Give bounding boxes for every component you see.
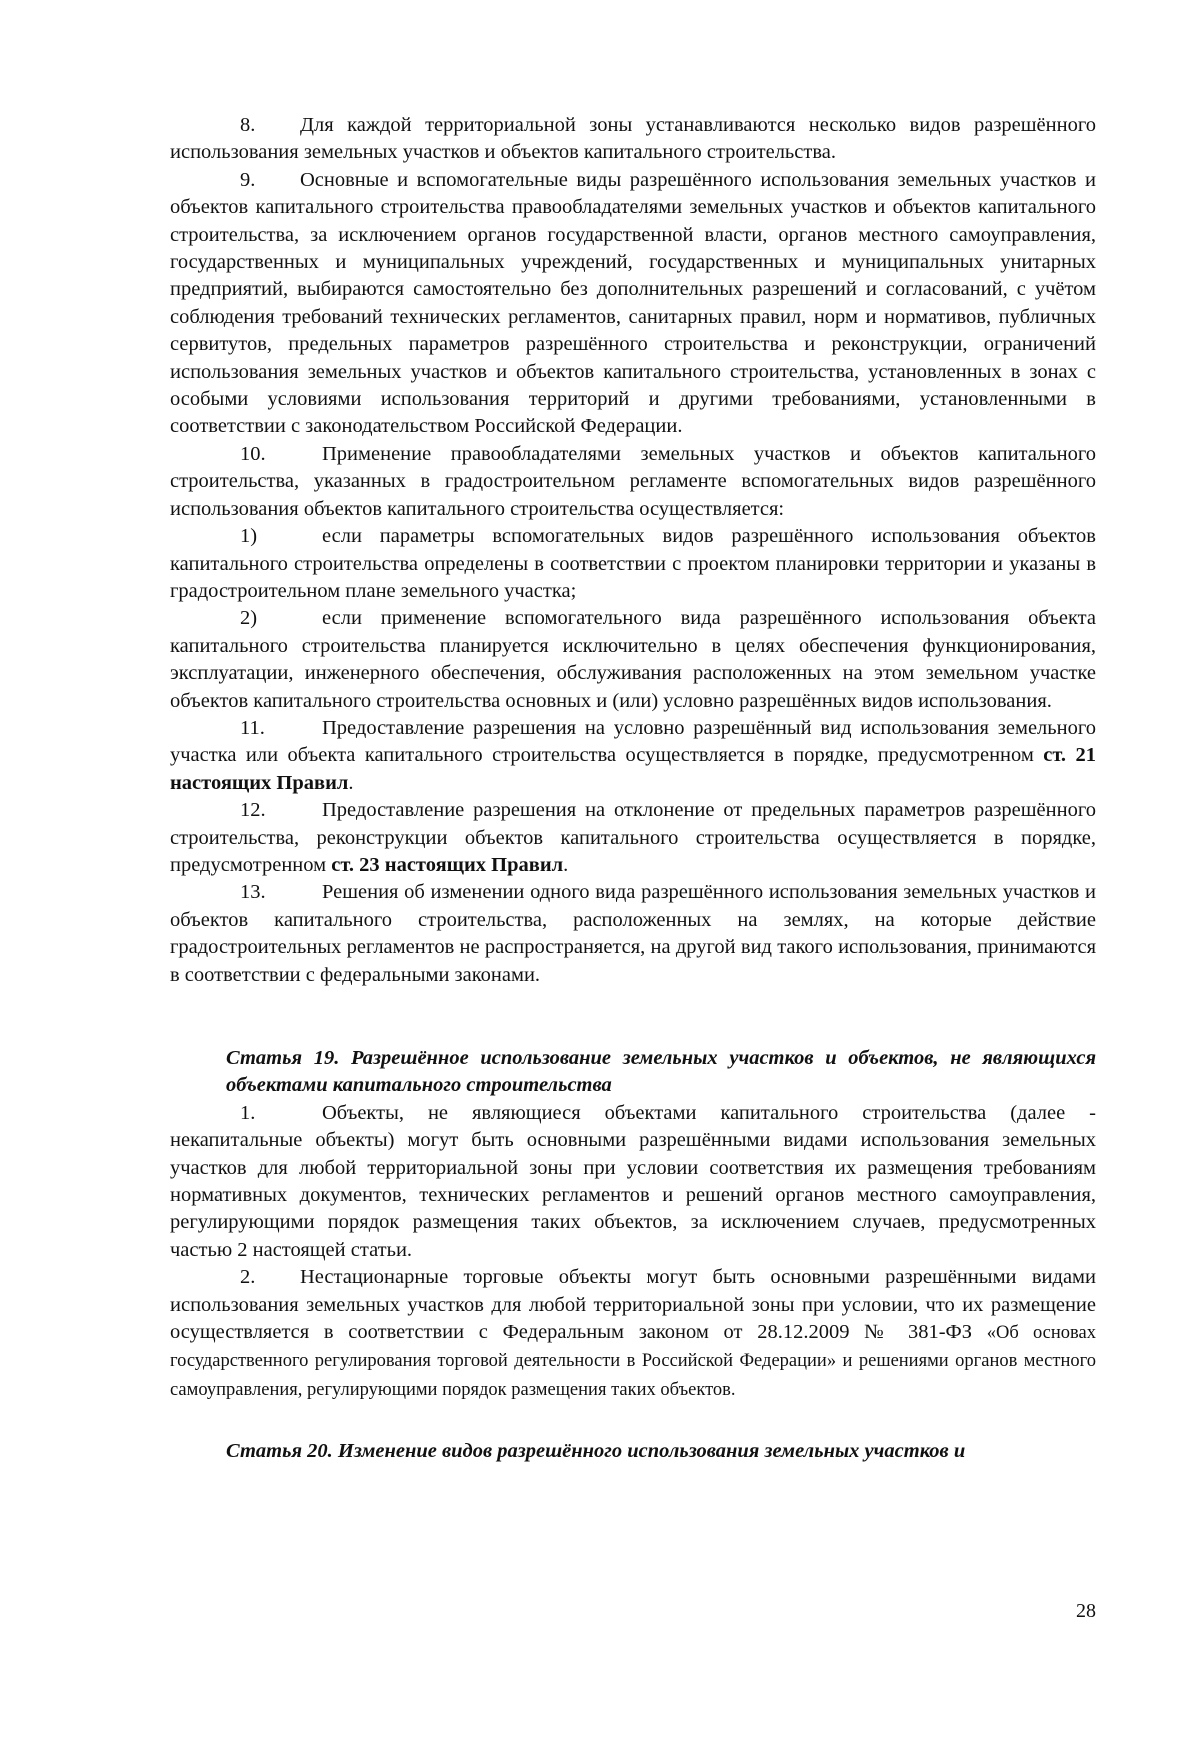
list-item-1 — [170, 523, 1096, 605]
article-19-paragraph-1 — [170, 1100, 1096, 1264]
paragraph-12 — [170, 797, 1096, 879]
list-marker: 2) — [240, 607, 258, 630]
paragraph-end: . — [563, 853, 569, 876]
list-item-2 — [170, 605, 1096, 715]
article-19-heading: Статья 19. Разрешённое использование земельных участков и объектов, не являющихся объектами капитального строительства — [226, 1047, 1096, 1097]
paragraph-number: 9. — [240, 168, 256, 191]
paragraph-number: 13. — [240, 881, 266, 904]
document-page — [170, 112, 1096, 1466]
paragraph-text: Нестационарные торговые объекты могут быть основными разрешёнными видами использования земельных участков для любой территориальной зоны при условии, что их размещение осуществляется в соответствии с Федеральным законом от 28.12.2009 № 381-ФЗ — [170, 1266, 1096, 1344]
article-19-paragraph-2 — [170, 1264, 1096, 1404]
paragraph-number: 11. — [240, 716, 265, 739]
paragraph-end: . — [348, 771, 354, 794]
paragraph-text: Основные и вспомогательные виды разрешённого использования земельных участков и объектов капитального строительства правообладателями земельных участков и объектов капитального строительства, за исключением органов государственной власти, органов местного самоуправления, государственных и муниципальных учреждений, государственных и муниципальных унитарных предприятий, выбираются самостоятельно без дополнительных разрешений и согласований, с учётом соблюдения требований технических регламентов, санитарных правил, норм и нормативов, публичных сервитутов, предельных параметров разрешённого строительства и реконструкции, ограничений использования земельных участков и объектов капитального строительства, установленных в зонах с особыми условиями использования территорий и другими требованиями, установленными в соответствии с законодательством Российской Федерации. — [170, 168, 1096, 438]
paragraph-10 — [170, 441, 1096, 523]
list-item-text: если применение вспомогательного вида разрешённого использования объекта капитального строительства планируется исключительно в целях обеспечения функционирования, эксплуатации, инженерного обеспечения, обслуживания расположенных на этом земельном участке объектов капитального строительства основных и (или) условно разрешённых видов использования. — [170, 607, 1096, 712]
paragraph-text: Для каждой территориальной зоны устанавливаются несколько видов разрешённого использования земельных участков и объектов капитального строительства. — [170, 114, 1096, 164]
rule-reference: ст. 23 настоящих Правил — [331, 853, 564, 876]
paragraph-text-small: «Об основах государственного регулирования торговой деятельности в Российской Федерации» и решениями органов местного самоуправления, регулирующими порядок размещения таких объектов. — [170, 1323, 1096, 1400]
page-number: 28 — [1076, 1600, 1096, 1622]
paragraph-text: Объекты, не являющиеся объектами капитального строительства (далее - некапитальные объекты) могут быть основными разрешёнными видами использования земельных участков для любой территориальной зоны при условии соответствия их размещения требованиям нормативных документов, технических регламентов и решений органов местного самоуправления, регулирующими порядок размещения таких объектов, за исключением случаев, предусмотренных частью 2 настоящей статьи. — [170, 1101, 1096, 1261]
list-marker: 1) — [240, 525, 258, 548]
rule-reference: ст. 21 настоящих Правил — [170, 744, 1096, 794]
paragraph-number: 10. — [240, 442, 266, 465]
paragraph-text: Применение правообладателями земельных участков и объектов капитального строительства, указанных в градостроительном регламенте вспомогательных видов разрешённого использования объектов капитального строительства осуществляется: — [170, 442, 1096, 520]
paragraph-text: Предоставление разрешения на условно разрешённый вид использования земельного участка или объекта капитального строительства осуществляется в порядке, предусмотренном — [170, 716, 1096, 767]
paragraph-8 — [170, 112, 1096, 167]
paragraph-number: 12. — [240, 799, 266, 822]
paragraph-number: 1. — [240, 1101, 256, 1124]
paragraph-text: Решения об изменении одного вида разрешённого использования земельных участков и объектов капитального строительства, расположенных на землях, на которые действие градостроительных регламентов не распространяется, на другой вид такого использования, принимаются в соответствии с федеральными законами. — [170, 881, 1096, 986]
list-item-text: если параметры вспомогательных видов разрешённого использования объектов капитального строительства определены в соответствии с проектом планировки территории и указаны в градостроительном плане земельного участка; — [170, 525, 1096, 602]
paragraph-13 — [170, 879, 1096, 989]
paragraph-11 — [170, 715, 1096, 797]
paragraph-9 — [170, 167, 1096, 441]
paragraph-number: 2. — [240, 1266, 256, 1289]
paragraph-number: 8. — [240, 114, 256, 136]
paragraph-text: Предоставление разрешения на отклонение от предельных параметров разрешённого строительства, реконструкции объектов капитального строительства осуществляется в порядке, предусмотренном — [170, 799, 1096, 876]
article-20-heading: Статья 20. Изменение видов разрешённого использования земельных участков и — [226, 1440, 966, 1463]
